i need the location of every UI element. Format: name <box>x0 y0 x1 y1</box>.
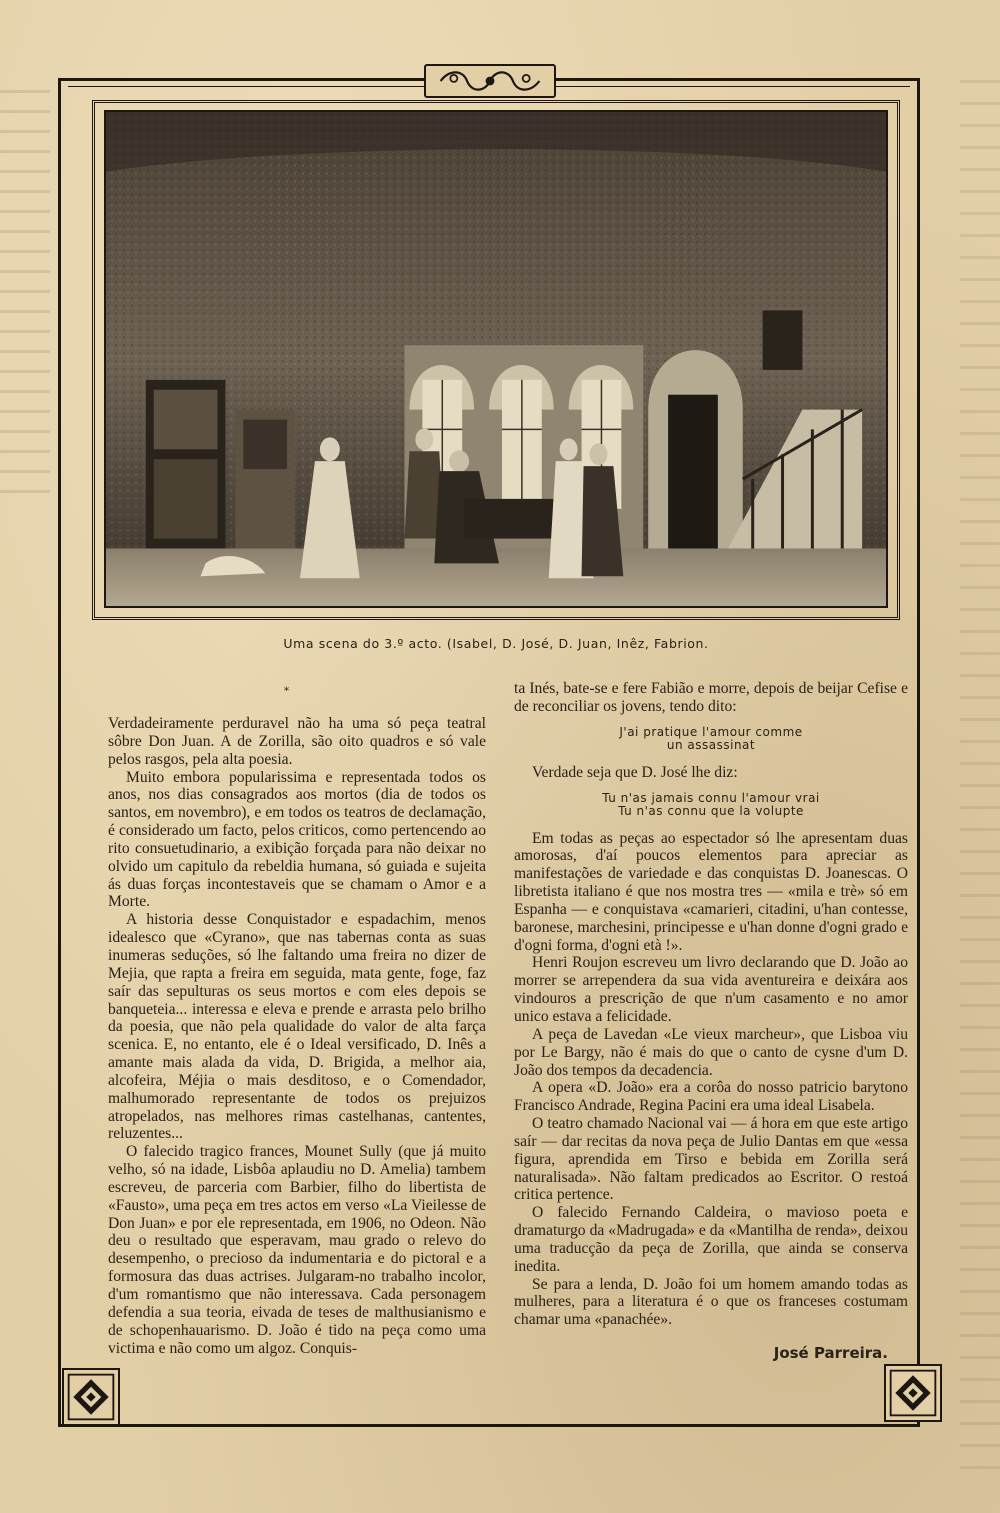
verse-quote <box>514 726 908 752</box>
paragraph: ta Inés, bate-se e fere Fabião e morre, depois de beijar Cefise e de reconciliar os jovens, tendo dito: <box>514 680 908 715</box>
paragraph: Muito embora popularissima e representada todos os anos, nos dias consagrados aos mortos (dia de todos os santos, em novembro), e em todos os teatros de declamação, é considerado um facto, pelos criticos, como pertencendo ao rito consuetudinario, a exibição forçada para não deixar no olvido um capitulo da rebeldia humana, só guiada e sujeita ás duas forças incontestaveis que se chamam o Amor e a Morte. <box>108 768 486 911</box>
section-separator: * <box>284 686 289 697</box>
author-signature: José Parreira. <box>773 1344 888 1363</box>
top-ornament <box>424 64 556 98</box>
theatre-scene-image <box>106 112 886 606</box>
paragraph: Se para a lenda, D. João foi um homem amando todas as mulheres, para a literatura é o que os franceses costumam chamar uma «panachée». <box>514 1275 908 1329</box>
border-bottom <box>58 1424 920 1427</box>
verse-line: Tu n'as jamais connu l'amour vrai <box>602 790 820 805</box>
diamond-ornament-icon <box>64 1370 118 1424</box>
diamond-ornament-icon <box>886 1366 940 1420</box>
paragraph: A opera «D. João» era a corôa do nosso patricio barytono Francisco Andrade, Regina Pacini era uma ideal Lisabela. <box>514 1079 908 1115</box>
paragraph: Henri Roujon escreveu um livro declarando que D. João ao morrer se arrependera da sua vida aventureira e deixára aos vindouros a prescrição de que n'um casamento e no amor unico estava a felicidade. <box>514 954 908 1025</box>
paragraph: O teatro chamado Nacional vai — á hora em que este artigo saír — dar recitas da nova peça de Julio Dantas em que «essa figura, aprendida em Tirso e bebida em Zorilla será naturalisada». Não faltam predicados ao Escritor. O restoá critica pertence. <box>514 1115 908 1204</box>
paragraph: A historia desse Conquistador e espadachim, menos idealesco que «Cyrano», que nas tabernas conta as suas inumeras seduções, só lhe faltando uma freira no dizer de Mejia, que rapta a freira em seguida, mata gente, foge, faz saír das sepulturas os seus mortos e com eles depois se banqueteia... interessa e eleva e prende e arrasta pelo brilho da poesia, que não pela qualidade do valor de alta farça scenica. E, no entanto, ele é o Ideal versificado, D. Inês a amante mais alada da vida, D. Brigida, a melhor aia, alcofeira, Méjia o mais desditoso, e o Comendador, malhumorado representante de todos os prejuizos atropelados, nas melhores rimas castelhanas, cantentes, reluzentes... <box>108 911 486 1143</box>
corner-ornament-bottom-right <box>884 1364 942 1422</box>
verse-quote <box>514 792 908 818</box>
verse-line: Tu n'as connu que la volupte <box>618 803 804 818</box>
border-left <box>58 80 61 1426</box>
paragraph: Em todas as peças ao espectador só lhe apresentam duas amorosas, d'aí poucos elementos para apreciar as manifestações de variedade e das conquistas D. Joanescas. O libretista italiano é que nos mostra tres — «mila e trè» só em Espanha — e conquistava «camarieri, citadini, u'han contesse, baronese, marchesini, principesse e u'han donne d'ogni grado e d'ogni forma, d'ogni età !». <box>514 829 908 954</box>
corner-ornament-bottom-left <box>62 1368 120 1426</box>
paragraph: Verdadeiramente perduravel não ha uma só peça teatral sôbre Don Juan. A de Zorilla, são oito quadros e só vale pelos rasgos, pela alta poesia. <box>108 715 486 768</box>
article-column-left <box>108 715 486 1357</box>
verse-line: un assassinat <box>666 737 756 752</box>
paragraph: O falecido tragico frances, Mounet Sully (que já muito velho, só na idade, Lisbôa aplaudiu no D. Amelia) tambem escreveu, de parceria com Barbier, filho do libertista de «Fausto», uma peça em tres actos em verso «La Vieilesse de Don Juan» e por ele representada, em 1906, no Odeon. Não deu o resultado que esperavam, mau grado o relevo do desempenho, o precioso da indumentaria e do pictoral e a formosura das duas actrises. Julgaram-no trabalho incolor, d'um romantismo que não interessava. Cada personagem defendia a sua teoria, eivada de teses de malthusianismo e de schopenhauarismo. D. João é tido na peça como uma victima e não como um algoz. Conquis- <box>108 1143 486 1357</box>
verse-line: J'ai pratique l'amour comme <box>619 724 803 739</box>
bleed-through-left <box>0 90 50 510</box>
stage-scene-photo <box>104 110 888 608</box>
bleed-through-right <box>960 80 1000 1480</box>
paragraph: A peça de Lavedan «Le vieux marcheur», que Lisboa viu por Le Bargy, não é mais do que o canto de cysne d'um D. João dos tempos da decadencia. <box>514 1025 908 1079</box>
paragraph: O falecido Fernando Caldeira, o mavioso poeta e dramaturgo da «Madrugada» e da «Mantilha de renda», deixou uma traducção da peça de Zorilla, que ainda se conserva inedita. <box>514 1204 908 1275</box>
scroll-ornament-icon <box>426 66 554 96</box>
article-column-right <box>514 680 908 1363</box>
photo-caption: Uma scena do 3.º acto. (Isabel, D. José, D. Juan, Inêz, Fabrion. <box>283 636 709 651</box>
paragraph: Verdade seja que D. José lhe diz: <box>532 763 738 781</box>
border-right <box>917 80 920 1426</box>
